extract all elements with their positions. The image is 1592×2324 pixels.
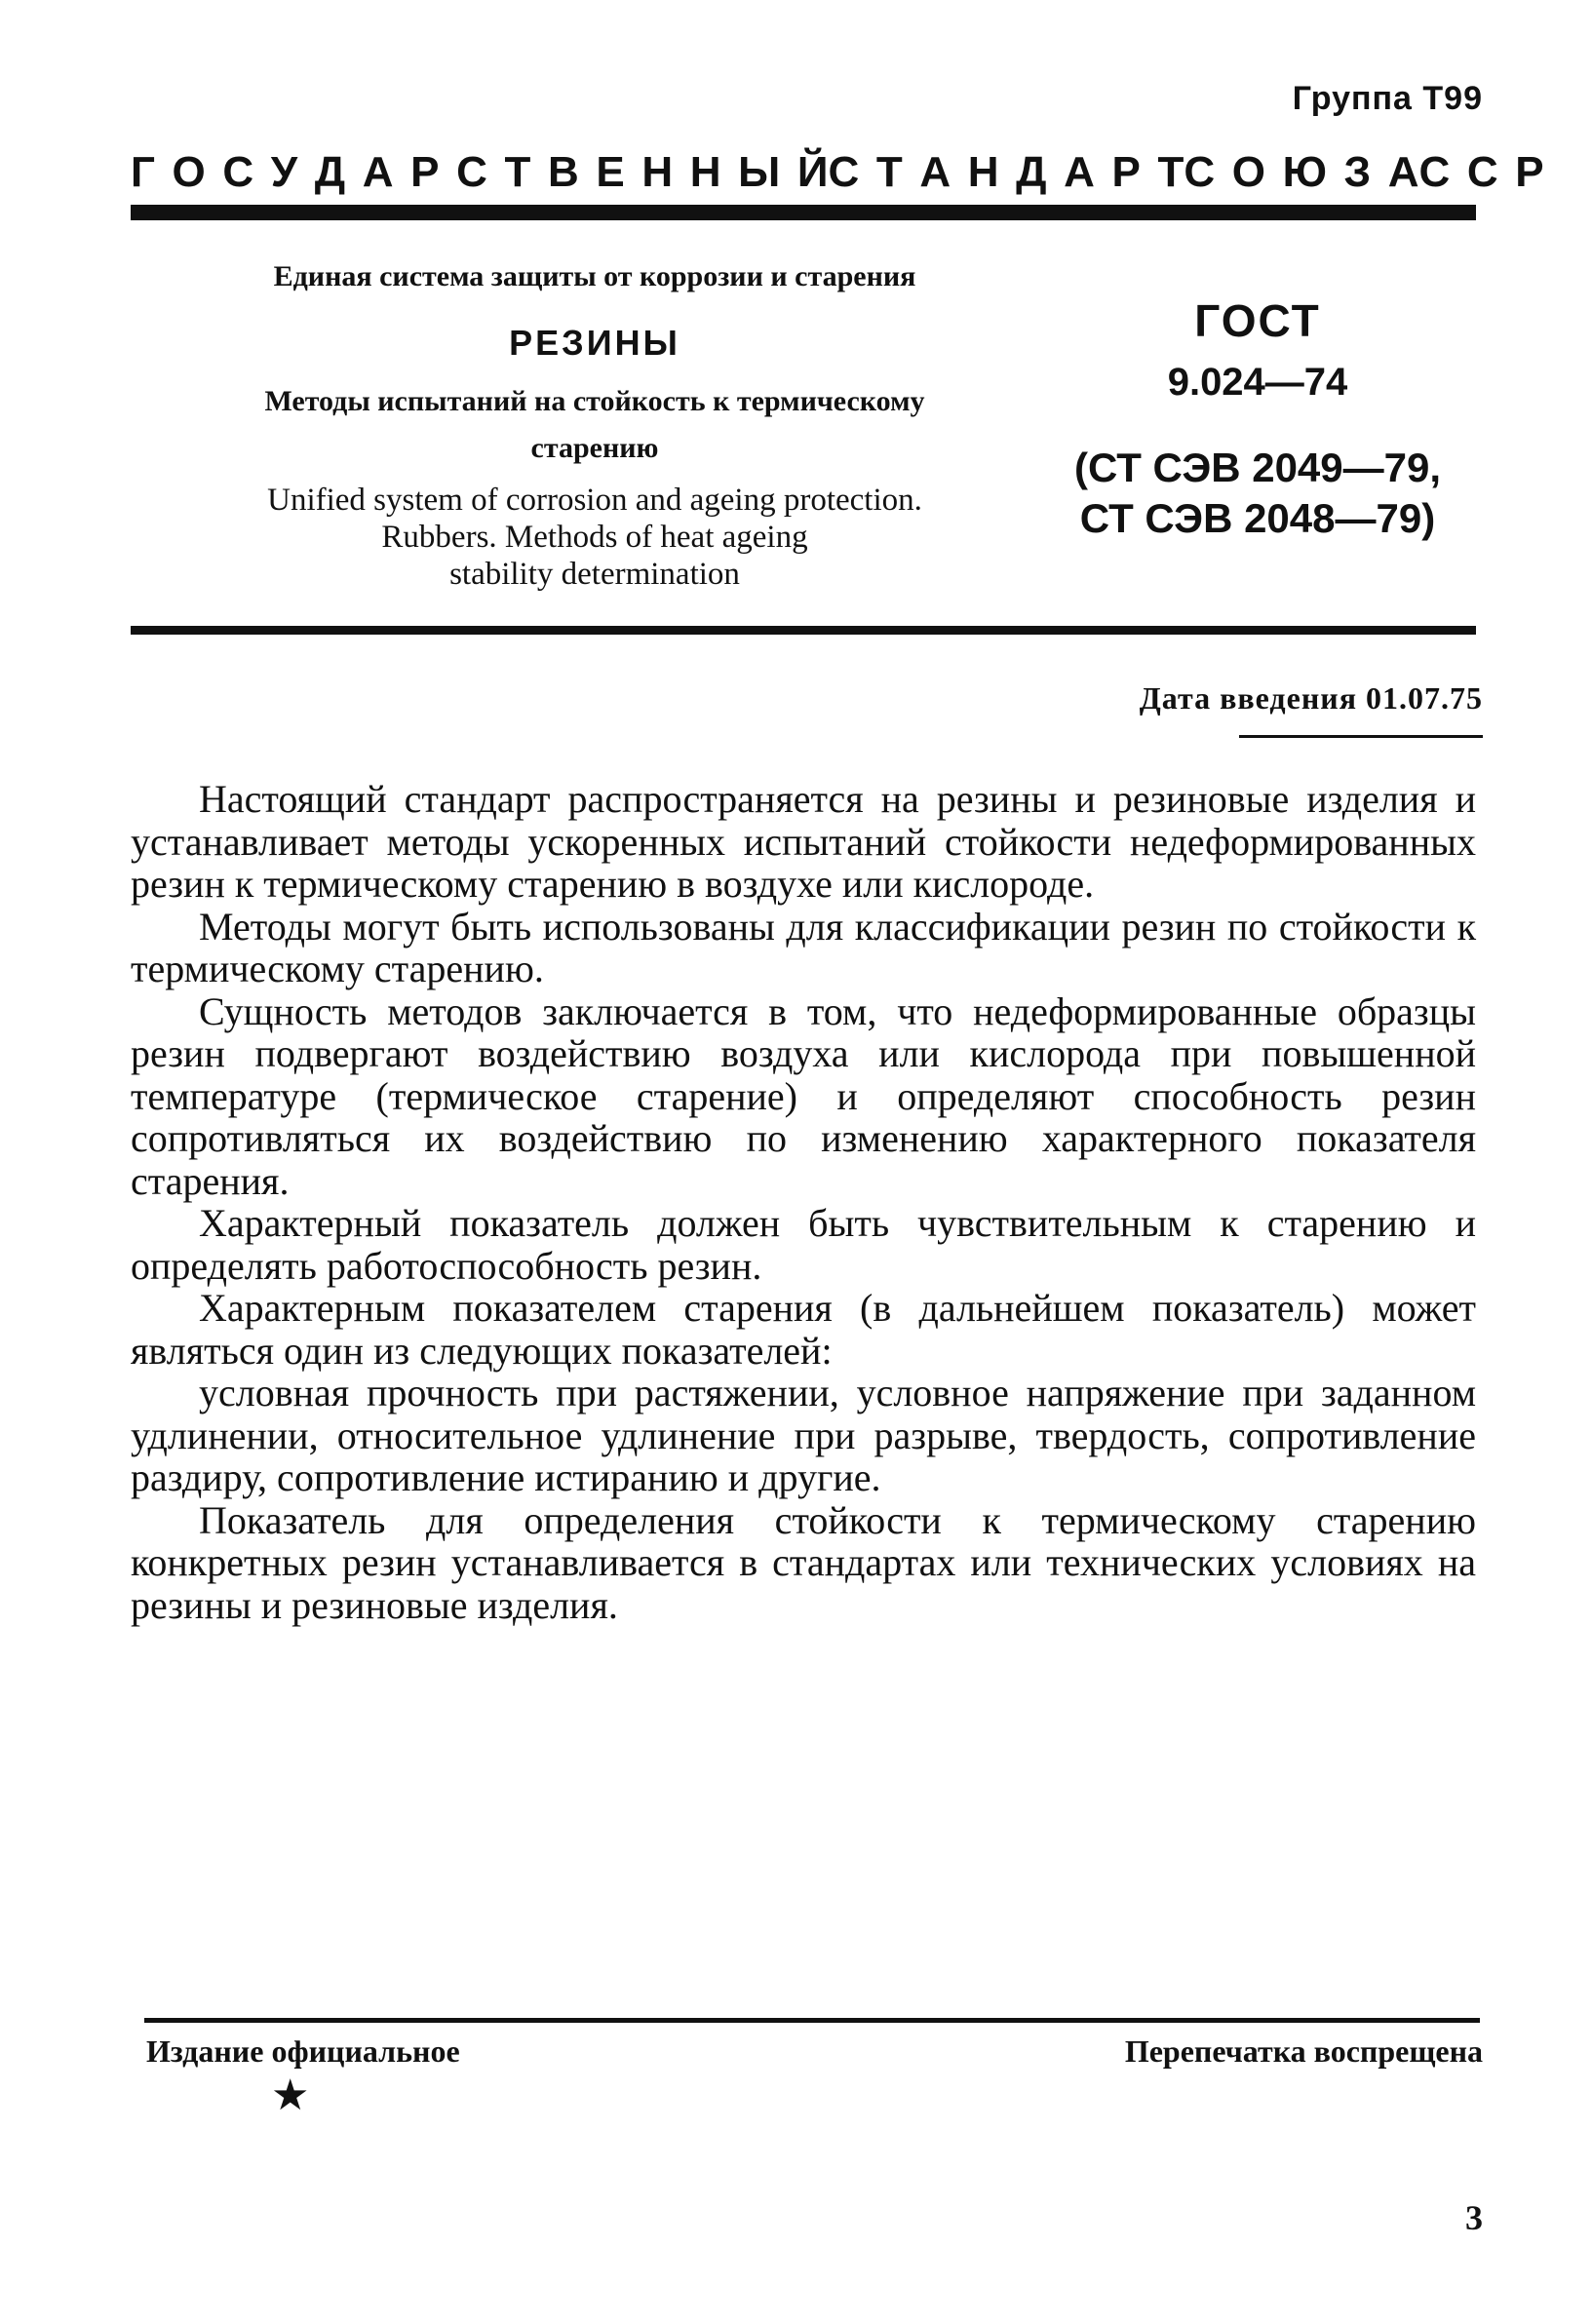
paragraph-6: условная прочность при растяжении, условное напряжение при заданном удлинении, относительное удлинение при разрыве, твердость, сопротивление раздиру, сопротивление истиранию и другие. [131, 1371, 1476, 1499]
designation-block [1033, 292, 1482, 544]
standard-word-1: Г О С У Д А Р С Т В Е Н Н Ы Й [131, 148, 829, 196]
english-line-1: Unified system of corrosion and ageing protection. [267, 483, 922, 518]
reprint-notice: Перепечатка воспрещена [1124, 2034, 1483, 2069]
page-number: 3 [1465, 2198, 1483, 2237]
paragraph-3: Сущность методов заключается в том, что недеформированные образцы резин подвергают воздействию воздуха или кислорода при повышенной температуре (термическое старение) и определяют способность резин сопротивляться их воздействию по изменению характерного показателя старения. [131, 988, 1476, 1203]
sev-line-2: СТ СЭВ 2048—79) [1079, 495, 1436, 541]
subtitle-line-1: Методы испытаний на стойкость к термическому [264, 385, 925, 417]
paragraph-4: Характерный показатель должен быть чувствительным к старению и определять работоспособность резин. [131, 1201, 1476, 1288]
paragraph-1: Настоящий стандарт распространяется на резины и резиновые изделия и устанавливает методы ускоренных испытаний стойкости недеформированных резин к термическому старению в воздухе или кислороде. [131, 777, 1476, 906]
system-name: Единая система защиты от коррозии и старения [273, 260, 916, 292]
official-edition-label: Издание официальное [146, 2034, 460, 2069]
date-underline [1239, 735, 1483, 738]
sev-line-1: (СТ СЭВ 2049—79, [1073, 445, 1442, 490]
paragraph-7: Показатель для определения стойкости к термическому старению конкретных резин устанавливается в стандартах или технических условиях на резины и резиновые изделия. [131, 1497, 1476, 1627]
sev-references [1033, 443, 1482, 544]
english-line-3: stability determination [449, 557, 740, 592]
standard-word-2: С Т А Н Д А Р Т [828, 148, 1184, 196]
effective-date: Дата введения 01.07.75 [1139, 680, 1483, 716]
english-line-2: Rubbers. Methods of heat ageing [381, 520, 808, 555]
document-title: РЕЗИНЫ [509, 323, 680, 363]
english-title [175, 482, 1014, 593]
subtitle [175, 378, 1014, 472]
standard-word-4: С С Р [1418, 148, 1544, 196]
paragraph-5: Характерным показателем старения (в дальнейшем показатель) может являться один из следующих показателей: [131, 1286, 1476, 1373]
subtitle-line-2: старению [530, 432, 659, 464]
gost-number: 9.024—74 [1167, 361, 1348, 404]
title-block [175, 255, 1014, 593]
star-icon: ★ [271, 2072, 310, 2119]
header-rule [131, 205, 1476, 220]
body-text [131, 778, 1476, 1626]
standard-header-line [131, 148, 1544, 197]
paragraph-2: Методы могут быть использованы для классификации резин по стойкости к термическому старению. [131, 904, 1476, 990]
footer-rule [144, 2018, 1480, 2023]
gost-label: ГОСТ [1194, 295, 1321, 346]
group-code: Группа Т99 [1292, 80, 1483, 117]
title-rule [131, 626, 1476, 635]
standard-word-3: С О Ю З А [1184, 148, 1419, 196]
